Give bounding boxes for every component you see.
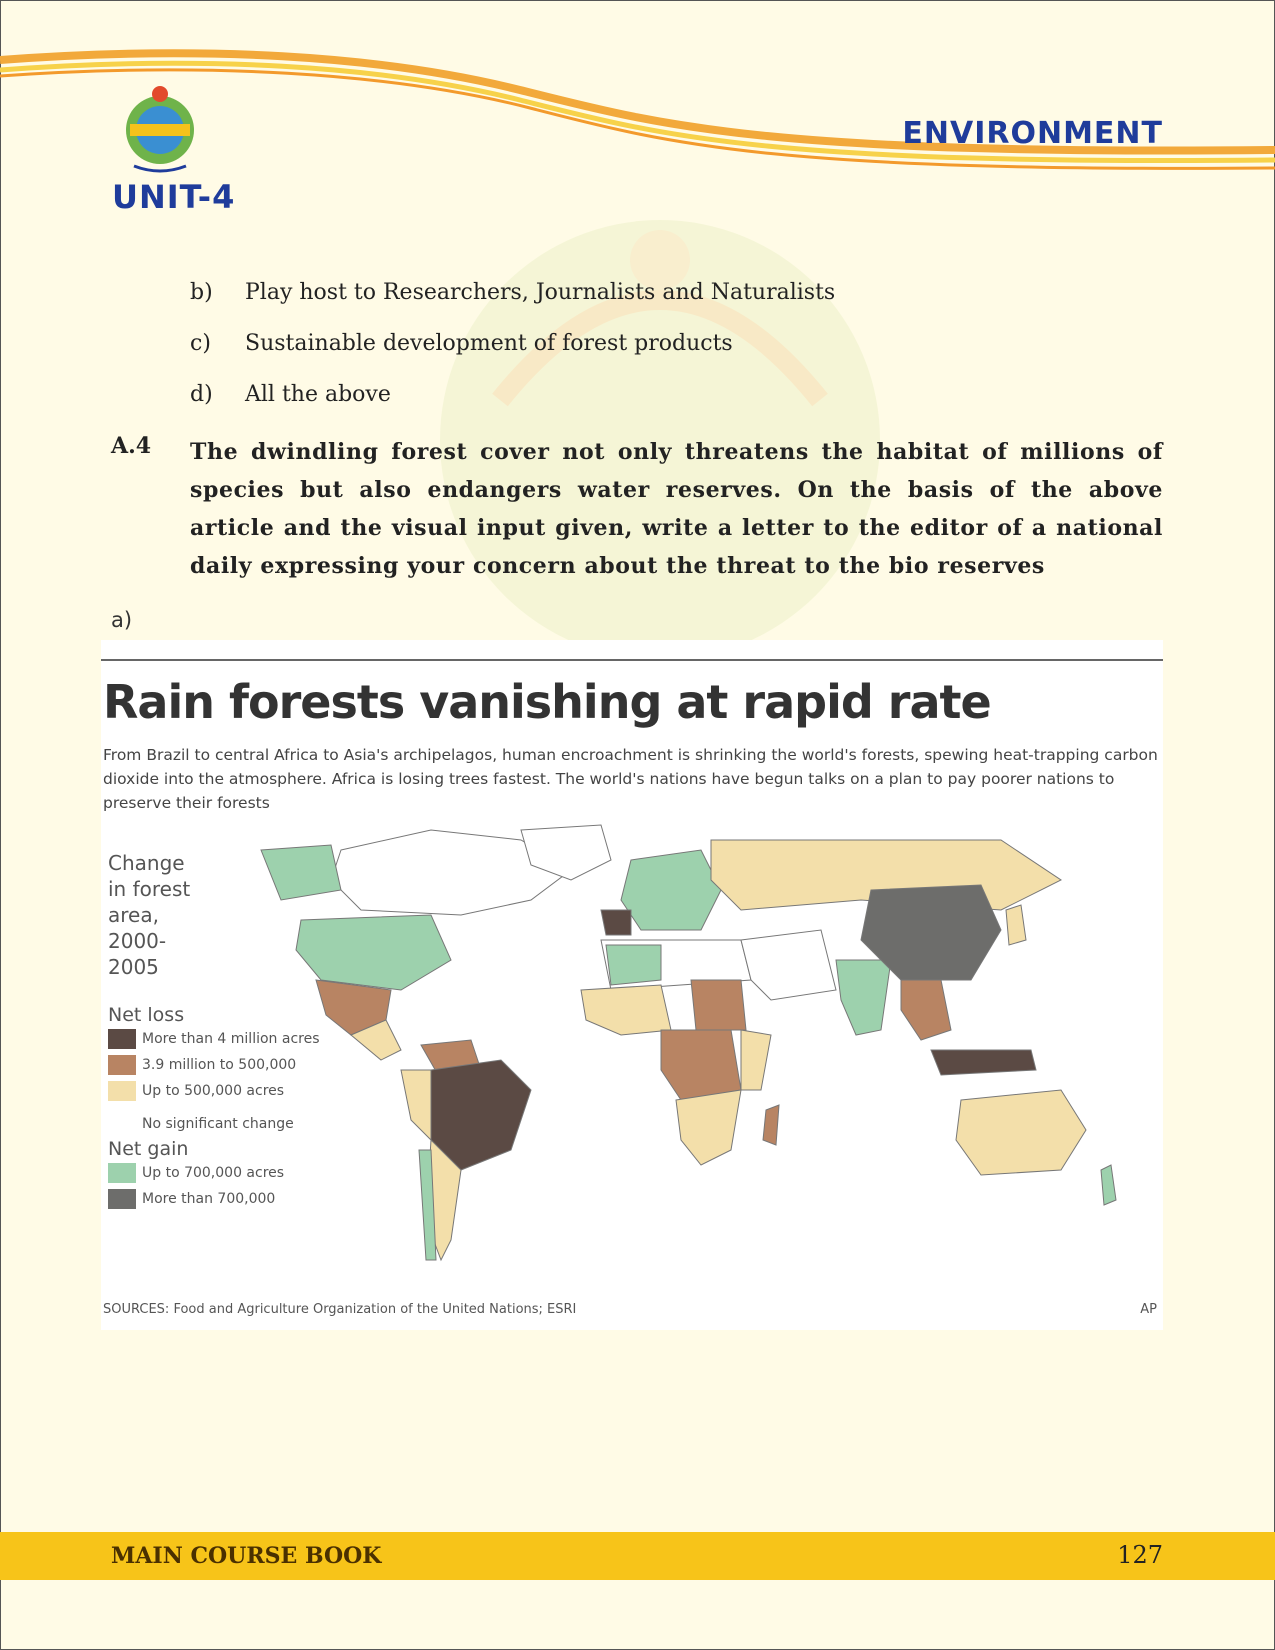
map-legend [108, 850, 368, 1212]
legend-swatch [108, 1163, 136, 1183]
legend-swatch [108, 1189, 136, 1209]
map-southern-africa [676, 1090, 741, 1165]
map-europe [621, 850, 721, 930]
legend-net-gain: Net gain [108, 1138, 189, 1160]
school-logo-icon [112, 80, 208, 176]
section-title: ENVIRONMENT [902, 116, 1163, 151]
question-a4 [111, 433, 1163, 585]
option-text: Sustainable development of forest products [245, 331, 733, 356]
answer-options [190, 280, 835, 433]
option-b [190, 280, 835, 331]
figure-source: SOURCES: Food and Agriculture Organization of the United Nations; ESRI [103, 1302, 577, 1317]
question-number: A.4 [111, 433, 152, 459]
legend-swatch [108, 1081, 136, 1101]
legend-swatch [108, 1029, 136, 1049]
figure-rule [101, 659, 1163, 661]
legend-item-loss-high [108, 1026, 368, 1052]
option-letter: b) [190, 280, 213, 305]
legend-title: Change in forest area, 2000-2005 [108, 851, 191, 979]
map-australia [956, 1090, 1086, 1175]
option-letter: d) [190, 382, 213, 407]
option-text: Play host to Researchers, Journalists and Naturalists [245, 280, 836, 305]
question-text: The dwindling forest cover not only threatens the habitat of millions of species but also endangers water reserves. On the basis of the above article and the visual input given, write a letter to the editor of a national daily expressing your concern about the threat to the bio reserves [190, 439, 1163, 579]
option-c [190, 331, 835, 382]
page-number: 127 [1117, 1541, 1163, 1569]
map-west-africa [581, 985, 671, 1035]
footer-book-title: MAIN COURSE BOOK [111, 1543, 382, 1569]
option-letter: c) [190, 331, 211, 356]
map-east-africa [741, 1030, 771, 1090]
map-japan [1006, 905, 1026, 945]
legend-net-loss: Net loss [108, 1004, 185, 1026]
map-indonesia [931, 1050, 1036, 1075]
map-madagascar [763, 1105, 779, 1145]
news-figure [101, 640, 1163, 1330]
legend-item-loss-low [108, 1078, 368, 1104]
legend-label: More than 4 million acres [142, 1031, 320, 1047]
option-d [190, 382, 835, 433]
figure-title: Rain forests vanishing at rapid rate [103, 675, 991, 729]
map-india [836, 960, 891, 1035]
legend-label: Up to 500,000 acres [142, 1083, 285, 1099]
legend-no-change: No significant change [142, 1116, 294, 1132]
option-text: All the above [245, 382, 391, 407]
legend-label: Up to 700,000 acres [142, 1165, 285, 1181]
map-sudan [691, 980, 746, 1030]
legend-label: 3.9 million to 500,000 [142, 1057, 297, 1073]
unit-label: UNIT-4 [112, 178, 236, 216]
legend-swatch [108, 1055, 136, 1075]
map-middle-east [741, 930, 836, 1000]
figure-intro: From Brazil to central Africa to Asia's archipelagos, human encroachment is shrinking the world's forests, spewing heat-trapping carbon dioxide into the atmosphere. Africa is losing trees fastest. The world's nations have begun talks on a plan to pay poorer nations to preserve their forests [103, 746, 1158, 812]
map-iberia [601, 910, 631, 935]
legend-item-loss-mid [108, 1052, 368, 1078]
figure-credit: AP [1140, 1302, 1157, 1317]
map-andes [401, 1070, 431, 1140]
sub-question-label: a) [111, 608, 133, 632]
map-central-africa [661, 1030, 741, 1100]
map-algeria [606, 945, 661, 985]
legend-item-gain-low [108, 1160, 368, 1186]
map-southeast-asia [901, 980, 951, 1040]
legend-item-gain-high [108, 1186, 368, 1212]
map-new-zealand [1101, 1165, 1116, 1205]
legend-label: More than 700,000 [142, 1191, 276, 1207]
